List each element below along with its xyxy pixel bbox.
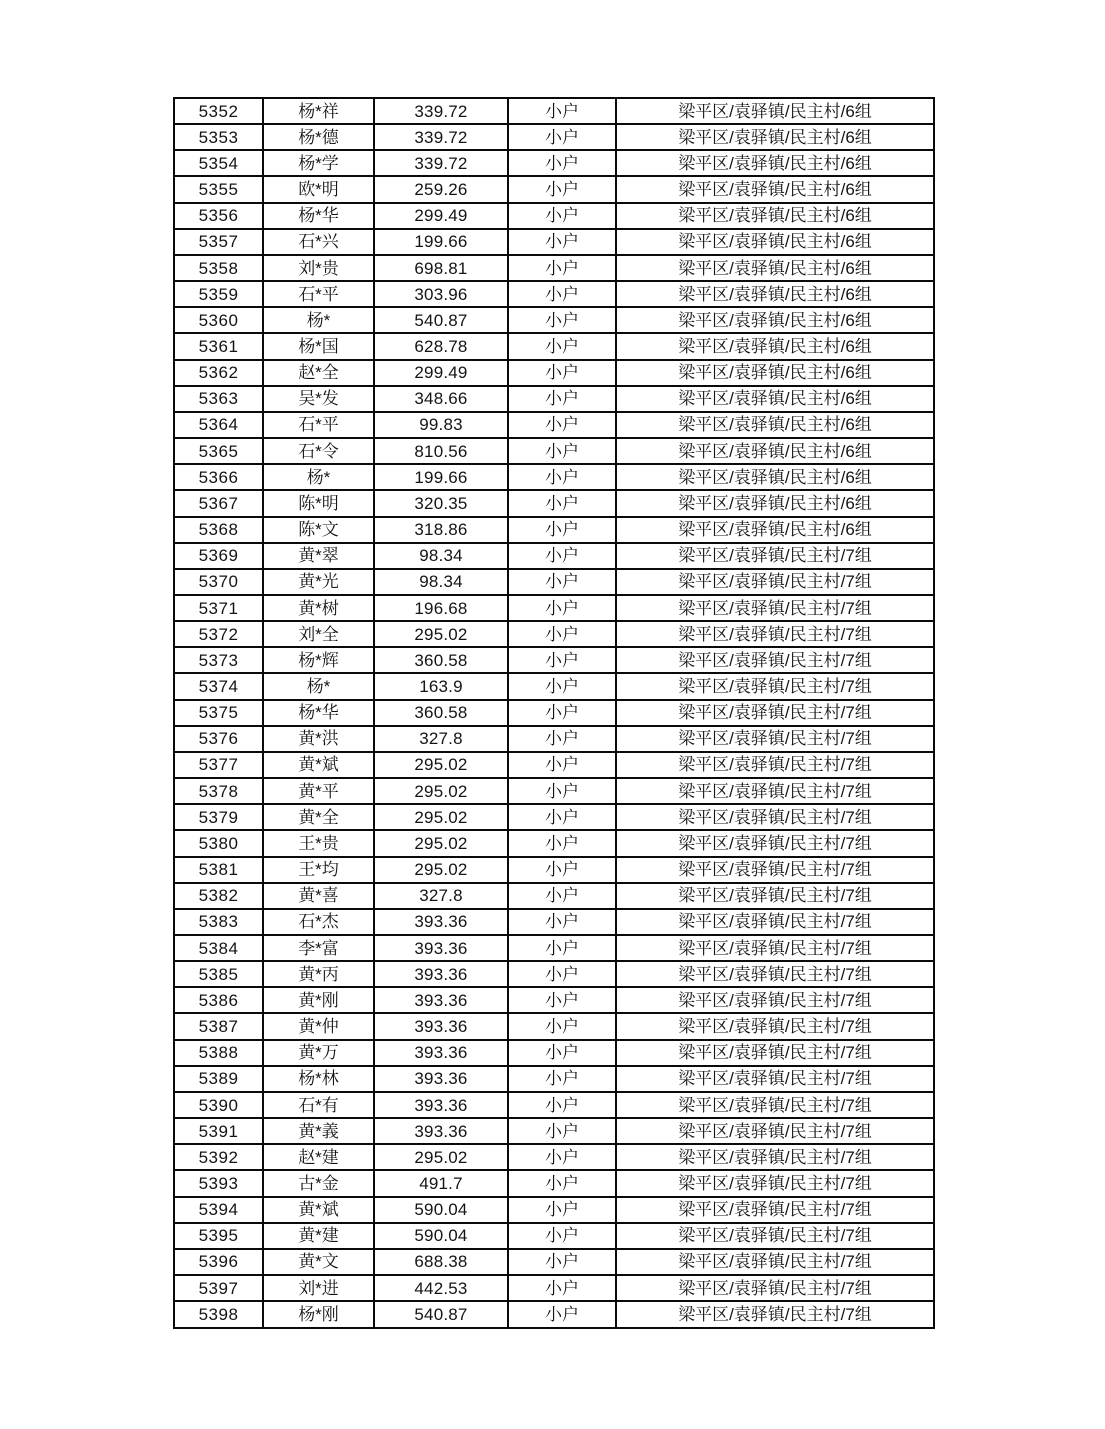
- serial-number-cell: 5355: [174, 176, 263, 202]
- serial-number-cell: 5398: [174, 1301, 263, 1328]
- amount-cell: 393.36: [374, 935, 508, 961]
- table-row: [174, 1170, 934, 1196]
- serial-number-cell: 5385: [174, 961, 263, 987]
- table-row: [174, 98, 934, 124]
- amount-cell: 98.34: [374, 543, 508, 569]
- masked-name-cell: 陈*文: [263, 517, 374, 543]
- table-row: [174, 700, 934, 726]
- serial-number-cell: 5366: [174, 464, 263, 490]
- household-type-cell: 小户: [508, 386, 616, 412]
- amount-cell: 295.02: [374, 621, 508, 647]
- region-path-cell: 梁平区/袁驿镇/民主村/7组: [616, 830, 934, 856]
- amount-cell: 393.36: [374, 987, 508, 1013]
- amount-cell: 196.68: [374, 595, 508, 621]
- serial-number-cell: 5392: [174, 1144, 263, 1170]
- serial-number-cell: 5357: [174, 229, 263, 255]
- serial-number-cell: 5381: [174, 857, 263, 883]
- table-row: [174, 333, 934, 359]
- amount-cell: 628.78: [374, 333, 508, 359]
- serial-number-cell: 5369: [174, 543, 263, 569]
- masked-name-cell: 黄*平: [263, 778, 374, 804]
- table-row: [174, 307, 934, 333]
- household-type-cell: 小户: [508, 412, 616, 438]
- masked-name-cell: 黄*義: [263, 1118, 374, 1144]
- amount-cell: 299.49: [374, 203, 508, 229]
- serial-number-cell: 5384: [174, 935, 263, 961]
- table-row: [174, 1223, 934, 1249]
- household-type-cell: 小户: [508, 804, 616, 830]
- household-type-cell: 小户: [508, 569, 616, 595]
- region-path-cell: 梁平区/袁驿镇/民主村/7组: [616, 1249, 934, 1275]
- region-path-cell: 梁平区/袁驿镇/民主村/7组: [616, 1013, 934, 1039]
- household-type-cell: 小户: [508, 1040, 616, 1066]
- region-path-cell: 梁平区/袁驿镇/民主村/6组: [616, 333, 934, 359]
- amount-cell: 295.02: [374, 778, 508, 804]
- table-row: [174, 1013, 934, 1039]
- serial-number-cell: 5377: [174, 752, 263, 778]
- amount-cell: 295.02: [374, 804, 508, 830]
- region-path-cell: 梁平区/袁驿镇/民主村/7组: [616, 1197, 934, 1223]
- amount-cell: 199.66: [374, 229, 508, 255]
- region-path-cell: 梁平区/袁驿镇/民主村/6组: [616, 176, 934, 202]
- household-type-cell: 小户: [508, 1118, 616, 1144]
- serial-number-cell: 5368: [174, 517, 263, 543]
- household-type-cell: 小户: [508, 176, 616, 202]
- household-type-cell: 小户: [508, 517, 616, 543]
- masked-name-cell: 黄*斌: [263, 752, 374, 778]
- region-path-cell: 梁平区/袁驿镇/民主村/7组: [616, 857, 934, 883]
- region-path-cell: 梁平区/袁驿镇/民主村/7组: [616, 987, 934, 1013]
- table-row: [174, 438, 934, 464]
- region-path-cell: 梁平区/袁驿镇/民主村/7组: [616, 961, 934, 987]
- amount-cell: 327.8: [374, 726, 508, 752]
- household-type-cell: 小户: [508, 726, 616, 752]
- amount-cell: 299.49: [374, 360, 508, 386]
- amount-cell: 327.8: [374, 883, 508, 909]
- amount-cell: 303.96: [374, 281, 508, 307]
- amount-cell: 348.66: [374, 386, 508, 412]
- serial-number-cell: 5363: [174, 386, 263, 412]
- table-row: [174, 1197, 934, 1223]
- masked-name-cell: 黄*全: [263, 804, 374, 830]
- table-row: [174, 752, 934, 778]
- amount-cell: 199.66: [374, 464, 508, 490]
- serial-number-cell: 5376: [174, 726, 263, 752]
- masked-name-cell: 赵*全: [263, 360, 374, 386]
- amount-cell: 295.02: [374, 857, 508, 883]
- amount-cell: 393.36: [374, 1066, 508, 1092]
- table-row: [174, 490, 934, 516]
- serial-number-cell: 5397: [174, 1275, 263, 1301]
- serial-number-cell: 5359: [174, 281, 263, 307]
- region-path-cell: 梁平区/袁驿镇/民主村/6组: [616, 464, 934, 490]
- household-type-cell: 小户: [508, 1197, 616, 1223]
- household-type-cell: 小户: [508, 360, 616, 386]
- table-row: [174, 909, 934, 935]
- table-row: [174, 595, 934, 621]
- household-type-cell: 小户: [508, 700, 616, 726]
- masked-name-cell: 杨*: [263, 673, 374, 699]
- region-path-cell: 梁平区/袁驿镇/民主村/6组: [616, 517, 934, 543]
- region-path-cell: 梁平区/袁驿镇/民主村/7组: [616, 1092, 934, 1118]
- masked-name-cell: 杨*学: [263, 150, 374, 176]
- amount-cell: 393.36: [374, 961, 508, 987]
- masked-name-cell: 黄*万: [263, 1040, 374, 1066]
- table-row: [174, 647, 934, 673]
- masked-name-cell: 杨*: [263, 307, 374, 333]
- amount-cell: 339.72: [374, 150, 508, 176]
- table-row: [174, 1092, 934, 1118]
- household-type-cell: 小户: [508, 255, 616, 281]
- masked-name-cell: 杨*林: [263, 1066, 374, 1092]
- table-row: [174, 1040, 934, 1066]
- household-type-cell: 小户: [508, 281, 616, 307]
- amount-cell: 393.36: [374, 1040, 508, 1066]
- region-path-cell: 梁平区/袁驿镇/民主村/6组: [616, 203, 934, 229]
- household-type-cell: 小户: [508, 98, 616, 124]
- table-row: [174, 1066, 934, 1092]
- household-type-cell: 小户: [508, 307, 616, 333]
- table-body: [174, 98, 934, 1328]
- serial-number-cell: 5389: [174, 1066, 263, 1092]
- region-path-cell: 梁平区/袁驿镇/民主村/7组: [616, 621, 934, 647]
- region-path-cell: 梁平区/袁驿镇/民主村/7组: [616, 569, 934, 595]
- region-path-cell: 梁平区/袁驿镇/民主村/7组: [616, 804, 934, 830]
- amount-cell: 393.36: [374, 909, 508, 935]
- region-path-cell: 梁平区/袁驿镇/民主村/7组: [616, 726, 934, 752]
- masked-name-cell: 古*金: [263, 1170, 374, 1196]
- table-row: [174, 543, 934, 569]
- masked-name-cell: 杨*华: [263, 203, 374, 229]
- region-path-cell: 梁平区/袁驿镇/民主村/7组: [616, 935, 934, 961]
- serial-number-cell: 5380: [174, 830, 263, 856]
- masked-name-cell: 黄*建: [263, 1223, 374, 1249]
- household-type-cell: 小户: [508, 438, 616, 464]
- table-row: [174, 569, 934, 595]
- household-type-cell: 小户: [508, 830, 616, 856]
- household-type-cell: 小户: [508, 935, 616, 961]
- masked-name-cell: 刘*贵: [263, 255, 374, 281]
- serial-number-cell: 5370: [174, 569, 263, 595]
- masked-name-cell: 黄*喜: [263, 883, 374, 909]
- masked-name-cell: 刘*全: [263, 621, 374, 647]
- table-row: [174, 987, 934, 1013]
- amount-cell: 360.58: [374, 700, 508, 726]
- masked-name-cell: 王*均: [263, 857, 374, 883]
- table-row: [174, 1118, 934, 1144]
- household-type-cell: 小户: [508, 595, 616, 621]
- region-path-cell: 梁平区/袁驿镇/民主村/6组: [616, 229, 934, 255]
- region-path-cell: 梁平区/袁驿镇/民主村/6组: [616, 150, 934, 176]
- serial-number-cell: 5356: [174, 203, 263, 229]
- table-row: [174, 464, 934, 490]
- masked-name-cell: 黄*文: [263, 1249, 374, 1275]
- table-row: [174, 203, 934, 229]
- region-path-cell: 梁平区/袁驿镇/民主村/7组: [616, 1040, 934, 1066]
- masked-name-cell: 石*杰: [263, 909, 374, 935]
- household-type-cell: 小户: [508, 621, 616, 647]
- serial-number-cell: 5378: [174, 778, 263, 804]
- household-type-cell: 小户: [508, 647, 616, 673]
- region-path-cell: 梁平区/袁驿镇/民主村/7组: [616, 700, 934, 726]
- table-row: [174, 935, 934, 961]
- serial-number-cell: 5362: [174, 360, 263, 386]
- region-path-cell: 梁平区/袁驿镇/民主村/7组: [616, 647, 934, 673]
- serial-number-cell: 5394: [174, 1197, 263, 1223]
- household-type-cell: 小户: [508, 1170, 616, 1196]
- table-row: [174, 386, 934, 412]
- amount-cell: 393.36: [374, 1092, 508, 1118]
- household-type-cell: 小户: [508, 1249, 616, 1275]
- region-path-cell: 梁平区/袁驿镇/民主村/6组: [616, 124, 934, 150]
- serial-number-cell: 5361: [174, 333, 263, 359]
- serial-number-cell: 5371: [174, 595, 263, 621]
- amount-cell: 393.36: [374, 1013, 508, 1039]
- serial-number-cell: 5388: [174, 1040, 263, 1066]
- table-row: [174, 360, 934, 386]
- serial-number-cell: 5387: [174, 1013, 263, 1039]
- table-row: [174, 229, 934, 255]
- household-type-cell: 小户: [508, 1092, 616, 1118]
- masked-name-cell: 杨*辉: [263, 647, 374, 673]
- household-type-cell: 小户: [508, 883, 616, 909]
- household-type-cell: 小户: [508, 1301, 616, 1328]
- serial-number-cell: 5375: [174, 700, 263, 726]
- table-row: [174, 778, 934, 804]
- table-row: [174, 726, 934, 752]
- masked-name-cell: 杨*德: [263, 124, 374, 150]
- table-row: [174, 281, 934, 307]
- region-path-cell: 梁平区/袁驿镇/民主村/7组: [616, 595, 934, 621]
- serial-number-cell: 5372: [174, 621, 263, 647]
- amount-cell: 259.26: [374, 176, 508, 202]
- serial-number-cell: 5364: [174, 412, 263, 438]
- serial-number-cell: 5373: [174, 647, 263, 673]
- amount-cell: 163.9: [374, 673, 508, 699]
- region-path-cell: 梁平区/袁驿镇/民主村/7组: [616, 1066, 934, 1092]
- region-path-cell: 梁平区/袁驿镇/民主村/6组: [616, 281, 934, 307]
- masked-name-cell: 黄*光: [263, 569, 374, 595]
- serial-number-cell: 5360: [174, 307, 263, 333]
- amount-cell: 320.35: [374, 490, 508, 516]
- table-row: [174, 1301, 934, 1328]
- household-type-cell: 小户: [508, 778, 616, 804]
- amount-cell: 99.83: [374, 412, 508, 438]
- region-path-cell: 梁平区/袁驿镇/民主村/7组: [616, 1118, 934, 1144]
- masked-name-cell: 王*贵: [263, 830, 374, 856]
- household-type-cell: 小户: [508, 909, 616, 935]
- household-type-cell: 小户: [508, 961, 616, 987]
- amount-cell: 339.72: [374, 124, 508, 150]
- household-type-cell: 小户: [508, 1013, 616, 1039]
- serial-number-cell: 5367: [174, 490, 263, 516]
- region-path-cell: 梁平区/袁驿镇/民主村/6组: [616, 490, 934, 516]
- region-path-cell: 梁平区/袁驿镇/民主村/6组: [616, 438, 934, 464]
- table-row: [174, 961, 934, 987]
- table-row: [174, 1249, 934, 1275]
- household-type-cell: 小户: [508, 1066, 616, 1092]
- household-type-cell: 小户: [508, 229, 616, 255]
- masked-name-cell: 黄*树: [263, 595, 374, 621]
- amount-cell: 360.58: [374, 647, 508, 673]
- household-type-cell: 小户: [508, 673, 616, 699]
- region-path-cell: 梁平区/袁驿镇/民主村/7组: [616, 752, 934, 778]
- amount-cell: 393.36: [374, 1118, 508, 1144]
- amount-cell: 698.81: [374, 255, 508, 281]
- household-type-cell: 小户: [508, 987, 616, 1013]
- serial-number-cell: 5396: [174, 1249, 263, 1275]
- amount-cell: 540.87: [374, 307, 508, 333]
- amount-cell: 442.53: [374, 1275, 508, 1301]
- masked-name-cell: 刘*进: [263, 1275, 374, 1301]
- table-row: [174, 412, 934, 438]
- household-type-cell: 小户: [508, 543, 616, 569]
- region-path-cell: 梁平区/袁驿镇/民主村/7组: [616, 543, 934, 569]
- region-path-cell: 梁平区/袁驿镇/民主村/6组: [616, 98, 934, 124]
- masked-name-cell: 石*兴: [263, 229, 374, 255]
- masked-name-cell: 石*平: [263, 412, 374, 438]
- region-path-cell: 梁平区/袁驿镇/民主村/6组: [616, 307, 934, 333]
- masked-name-cell: 黄*翠: [263, 543, 374, 569]
- amount-cell: 318.86: [374, 517, 508, 543]
- table-row: [174, 517, 934, 543]
- serial-number-cell: 5393: [174, 1170, 263, 1196]
- household-type-cell: 小户: [508, 124, 616, 150]
- amount-cell: 590.04: [374, 1223, 508, 1249]
- amount-cell: 295.02: [374, 1144, 508, 1170]
- table-row: [174, 621, 934, 647]
- region-path-cell: 梁平区/袁驿镇/民主村/7组: [616, 1275, 934, 1301]
- serial-number-cell: 5386: [174, 987, 263, 1013]
- masked-name-cell: 黄*斌: [263, 1197, 374, 1223]
- masked-name-cell: 黄*洪: [263, 726, 374, 752]
- region-path-cell: 梁平区/袁驿镇/民主村/7组: [616, 1144, 934, 1170]
- household-type-cell: 小户: [508, 150, 616, 176]
- serial-number-cell: 5354: [174, 150, 263, 176]
- serial-number-cell: 5353: [174, 124, 263, 150]
- table-row: [174, 830, 934, 856]
- region-path-cell: 梁平区/袁驿镇/民主村/6组: [616, 255, 934, 281]
- table-row: [174, 883, 934, 909]
- region-path-cell: 梁平区/袁驿镇/民主村/7组: [616, 1301, 934, 1328]
- region-path-cell: 梁平区/袁驿镇/民主村/7组: [616, 909, 934, 935]
- household-type-cell: 小户: [508, 464, 616, 490]
- region-path-cell: 梁平区/袁驿镇/民主村/6组: [616, 386, 934, 412]
- region-path-cell: 梁平区/袁驿镇/民主村/7组: [616, 1223, 934, 1249]
- table-row: [174, 150, 934, 176]
- region-path-cell: 梁平区/袁驿镇/民主村/6组: [616, 412, 934, 438]
- amount-cell: 540.87: [374, 1301, 508, 1328]
- serial-number-cell: 5379: [174, 804, 263, 830]
- amount-cell: 590.04: [374, 1197, 508, 1223]
- serial-number-cell: 5365: [174, 438, 263, 464]
- region-path-cell: 梁平区/袁驿镇/民主村/7组: [616, 1170, 934, 1196]
- masked-name-cell: 欧*明: [263, 176, 374, 202]
- masked-name-cell: 杨*刚: [263, 1301, 374, 1328]
- masked-name-cell: 李*富: [263, 935, 374, 961]
- table-row: [174, 255, 934, 281]
- serial-number-cell: 5391: [174, 1118, 263, 1144]
- household-type-cell: 小户: [508, 1144, 616, 1170]
- amount-cell: 491.7: [374, 1170, 508, 1196]
- masked-name-cell: 石*令: [263, 438, 374, 464]
- household-type-cell: 小户: [508, 857, 616, 883]
- masked-name-cell: 杨*祥: [263, 98, 374, 124]
- masked-name-cell: 杨*国: [263, 333, 374, 359]
- serial-number-cell: 5382: [174, 883, 263, 909]
- region-path-cell: 梁平区/袁驿镇/民主村/6组: [616, 360, 934, 386]
- serial-number-cell: 5395: [174, 1223, 263, 1249]
- masked-name-cell: 黄*丙: [263, 961, 374, 987]
- household-type-cell: 小户: [508, 203, 616, 229]
- masked-name-cell: 石*平: [263, 281, 374, 307]
- serial-number-cell: 5383: [174, 909, 263, 935]
- household-type-cell: 小户: [508, 333, 616, 359]
- household-type-cell: 小户: [508, 1275, 616, 1301]
- serial-number-cell: 5390: [174, 1092, 263, 1118]
- amount-cell: 688.38: [374, 1249, 508, 1275]
- household-type-cell: 小户: [508, 752, 616, 778]
- table-row: [174, 857, 934, 883]
- table-row: [174, 673, 934, 699]
- masked-name-cell: 石*有: [263, 1092, 374, 1118]
- masked-name-cell: 杨*: [263, 464, 374, 490]
- masked-name-cell: 吴*发: [263, 386, 374, 412]
- table-row: [174, 176, 934, 202]
- region-path-cell: 梁平区/袁驿镇/民主村/7组: [616, 673, 934, 699]
- masked-name-cell: 黄*仲: [263, 1013, 374, 1039]
- household-type-cell: 小户: [508, 1223, 616, 1249]
- household-type-cell: 小户: [508, 490, 616, 516]
- table-row: [174, 1144, 934, 1170]
- amount-cell: 339.72: [374, 98, 508, 124]
- masked-name-cell: 赵*建: [263, 1144, 374, 1170]
- serial-number-cell: 5358: [174, 255, 263, 281]
- table-row: [174, 124, 934, 150]
- amount-cell: 295.02: [374, 752, 508, 778]
- masked-name-cell: 陈*明: [263, 490, 374, 516]
- region-path-cell: 梁平区/袁驿镇/民主村/7组: [616, 778, 934, 804]
- masked-name-cell: 杨*华: [263, 700, 374, 726]
- masked-name-cell: 黄*刚: [263, 987, 374, 1013]
- serial-number-cell: 5352: [174, 98, 263, 124]
- table-row: [174, 1275, 934, 1301]
- subsidy-table: [173, 97, 935, 1329]
- serial-number-cell: 5374: [174, 673, 263, 699]
- region-path-cell: 梁平区/袁驿镇/民主村/7组: [616, 883, 934, 909]
- amount-cell: 810.56: [374, 438, 508, 464]
- amount-cell: 295.02: [374, 830, 508, 856]
- table-row: [174, 804, 934, 830]
- amount-cell: 98.34: [374, 569, 508, 595]
